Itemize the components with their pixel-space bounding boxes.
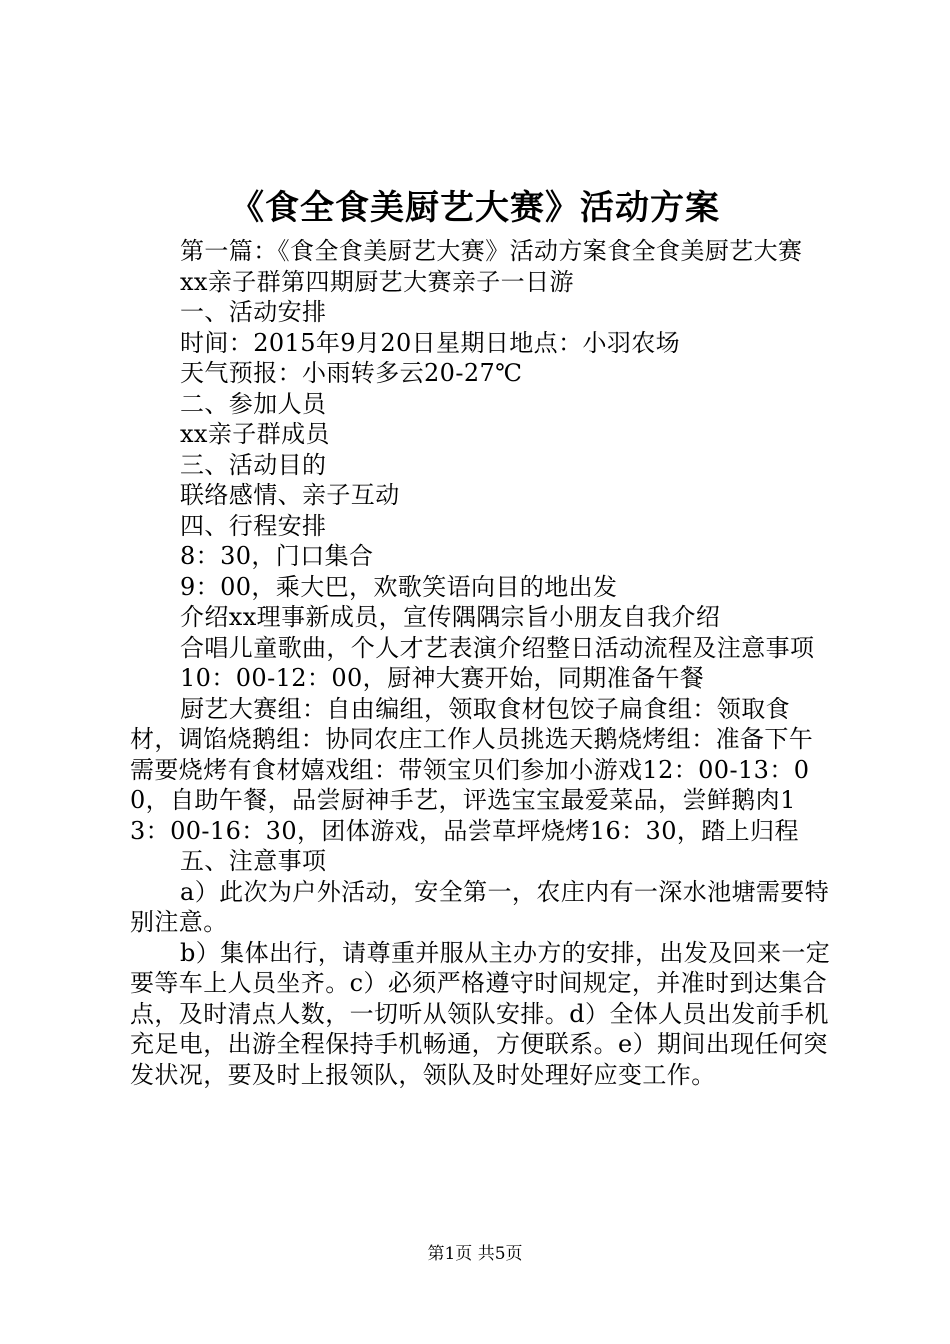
document-title: 《食全食美厨艺大赛》活动方案 [230, 188, 720, 228]
section-heading: 一、活动安排 [180, 298, 327, 326]
document-body [130, 236, 835, 1090]
section-heading: 四、行程安排 [180, 511, 327, 540]
page-number-footer: 第1页 共5页 [427, 1244, 523, 1264]
paragraph: 厨艺大赛组：自由编组，领取食材包饺子扁食组：领取食材，调馅烧鹅组：协同农庄工作人员挑选天鹅烧烤组：准备下午需要烧烤有食材嬉戏组：带领宝贝们参加小游戏12：00-13：00，自助午餐，品尝厨神手艺，评选宝宝最爱菜品，尝鲜鹅肉13：00-16：30，团体游戏，品尝草坪烧烤16：30，踏上归程 [130, 694, 814, 845]
paragraph: 10：00-12：00，厨神大赛开始，同期准备午餐 [180, 664, 705, 692]
paragraph: 第一篇：《食全食美厨艺大赛》活动方案食全食美厨艺大赛 [180, 237, 803, 265]
section-heading: 五、注意事项 [180, 847, 327, 875]
paragraph: xx亲子群第四期厨艺大赛亲子一日游 [180, 267, 574, 296]
section-heading: 三、活动目的 [180, 450, 327, 479]
paragraph: 介绍xx理事新成员，宣传隅隅宗旨小朋友自我介绍 [180, 603, 721, 631]
paragraph: 联络感情、亲子互动 [180, 481, 400, 509]
paragraph: 合唱儿童歌曲，个人才艺表演介绍整日活动流程及注意事项 [180, 633, 815, 662]
paragraph: 8：30，门口集合 [180, 542, 374, 570]
paragraph: xx亲子群成员 [180, 420, 330, 448]
section-heading: 二、参加人员 [180, 389, 327, 418]
paragraph: a）此次为户外活动，安全第一，农庄内有一深水池塘需要特别注意。 [130, 877, 830, 936]
paragraph: 天气预报：小雨转多云20-27℃ [180, 359, 523, 387]
paragraph: 时间：2015年9月20日星期日地点：小羽农场 [180, 328, 681, 357]
paragraph: 9：00，乘大巴，欢歌笑语向目的地出发 [180, 572, 618, 601]
paragraph: b）集体出行，请尊重并服从主办方的安排，出发及回来一定要等车上人员坐齐。c）必须严格遵守时间规定，并准时到达集合点，及时清点人数，一切听从领队安排。d）全体人员出发前手机充足电，出游全程保持手机畅通，方便联系。e）期间出现任何突发状况，要及时上报领队，领队及时处理好应变工作。 [130, 938, 831, 1089]
